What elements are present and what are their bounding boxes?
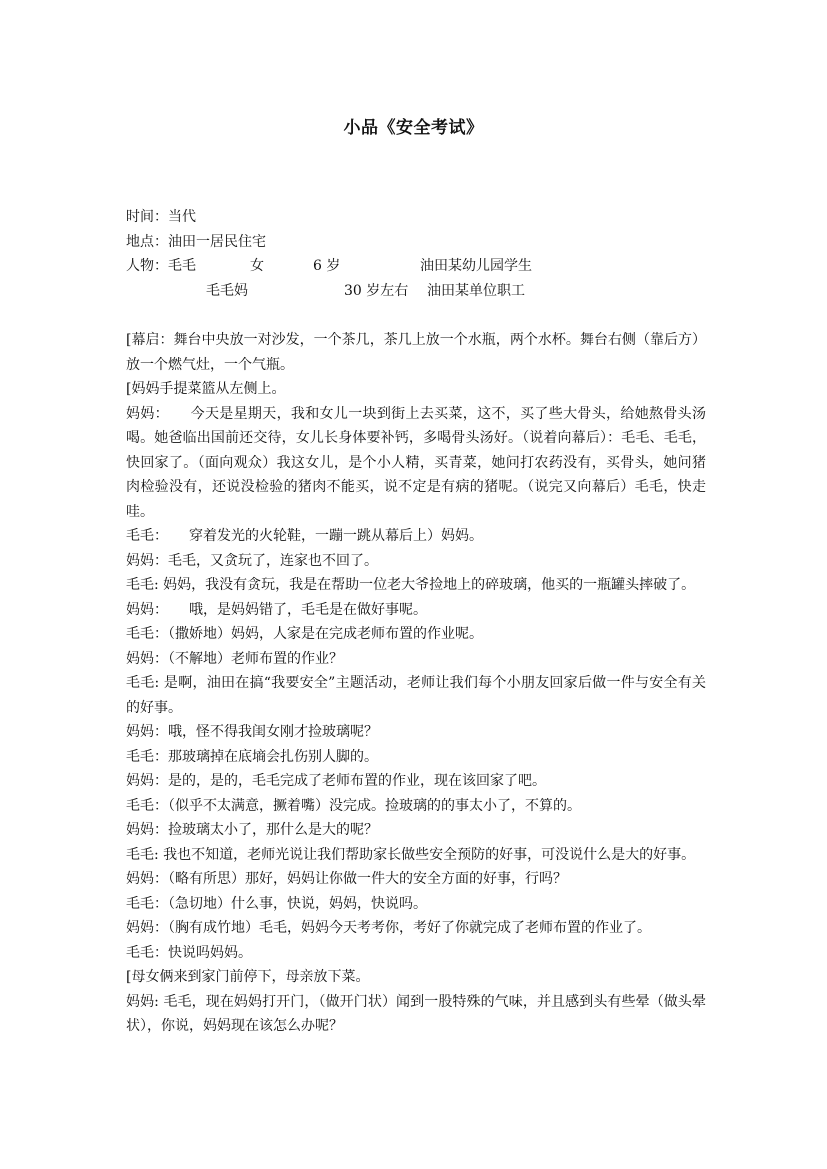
paragraph: 毛毛: 妈妈，我没有贪玩，我是在帮助一位老大爷捡地上的碎玻璃，他买的一瓶罐头摔破了。 xyxy=(126,577,696,593)
paragraph: 妈妈：（略有所思）那好，妈妈让你做一件大的安全方面的好事，行吗？ xyxy=(126,871,567,887)
paragraph: 妈妈：（胸有成竹地）毛毛，妈妈今天考考你，考好了你就完成了老师布置的作业了。 xyxy=(126,920,651,936)
paragraph: 毛毛： 穿着发光的火轮鞋，一蹦一跳从幕后上）妈妈。 xyxy=(126,528,483,544)
paragraph: 妈妈：（不解地）老师布置的作业？ xyxy=(126,650,343,667)
paragraph: 毛毛：（似乎不太满意，撅着嘴）没完成。捡玻璃的的事太小了，不算的。 xyxy=(126,797,581,814)
maomao-role: 油田某幼儿园学生 xyxy=(420,258,532,274)
mama-role: 油田某单位职工 xyxy=(427,282,525,299)
paragraph: 妈妈: 毛毛，现在妈妈打开门，（做开门状）闻到一股特殊的气味，并且感到头有些晕（做头晕状），你说，妈妈现在该怎么办呢？ xyxy=(126,993,706,1034)
maomao-age: 6 岁 xyxy=(313,258,341,274)
paragraph: 妈妈： 哦，是妈妈错了，毛毛是在做好事呢。 xyxy=(126,601,427,618)
page-title: 小品《安全考试》 xyxy=(343,118,484,138)
paragraph: 毛毛: 是啊，油田在搞“我要安全”主题活动，老师让我们每个小朋友回家后做一件与安全有关的好事。 xyxy=(126,675,706,716)
paragraph: 毛毛: 我也不知道，老师光说让我们帮助家长做些安全预防的好事，可没说什么是大的好事。 xyxy=(126,846,696,863)
paragraph: 妈妈：哦，怪不得我闺女刚才捡玻璃呢？ xyxy=(126,724,378,740)
script-info xyxy=(126,205,706,303)
character-row-maomao xyxy=(126,254,706,279)
time-row xyxy=(126,205,706,230)
paragraph: 毛毛：那玻璃掉在底墒会扎伤别人脚的。 xyxy=(126,748,378,765)
characters-label: 人物：毛毛 xyxy=(126,258,196,274)
mama-name: 毛毛妈 xyxy=(206,282,248,299)
maomao-gender: 女 xyxy=(250,258,264,274)
time-line: 时间：当代 xyxy=(126,209,196,225)
paragraph: 毛毛：（撒娇地）妈妈，人家是在完成老师布置的作业呢。 xyxy=(126,626,483,642)
place-line: 地点：油田一居民住宅 xyxy=(126,233,266,250)
mama-age: 30 岁左右 xyxy=(344,282,409,299)
script-body xyxy=(126,328,706,1039)
paragraph: 妈妈：是的，是的，毛毛完成了老师布置的作业，现在该回家了吧。 xyxy=(126,773,546,789)
paragraph: 妈妈：捡玻璃太小了，那什么是大的呢？ xyxy=(126,822,378,838)
paragraph: [妈妈手提菜篮从左侧上。 xyxy=(126,381,286,397)
place-row xyxy=(126,230,706,255)
paragraph: 毛毛：（急切地）什么事，快说，妈妈，快说吗。 xyxy=(126,895,427,912)
character-row-mama xyxy=(126,279,706,304)
paragraph: [母女俩来到家门前停下，母亲放下菜。 xyxy=(126,969,370,985)
paragraph: 妈妈： 今天是星期天，我和女儿一块到街上去买菜，这不，买了些大骨头，给她熬骨头汤喝。她爸临出国前还交待，女儿长身体要补钙，多喝骨头汤好。（说着向幕后）：毛毛、毛毛，快回家了。（面向观众）我这女儿，是个小人精，买青菜，她问打农药没有，买骨头，她问猪肉检验没有，还说没检验的猪肉不能买，说不定是有病的猪呢。（说完又向幕后）毛毛，快走哇。 xyxy=(126,405,706,520)
paragraph: [幕启：舞台中央放一对沙发，一个茶几，茶几上放一个水瓶，两个水杯。舞台右侧（靠后方）放一个燃气灶，一个气瓶。 xyxy=(126,332,706,373)
paragraph: 妈妈：毛毛，又贪玩了，连家也不回了。 xyxy=(126,552,378,569)
paragraph: 毛毛：快说吗妈妈。 xyxy=(126,944,252,961)
